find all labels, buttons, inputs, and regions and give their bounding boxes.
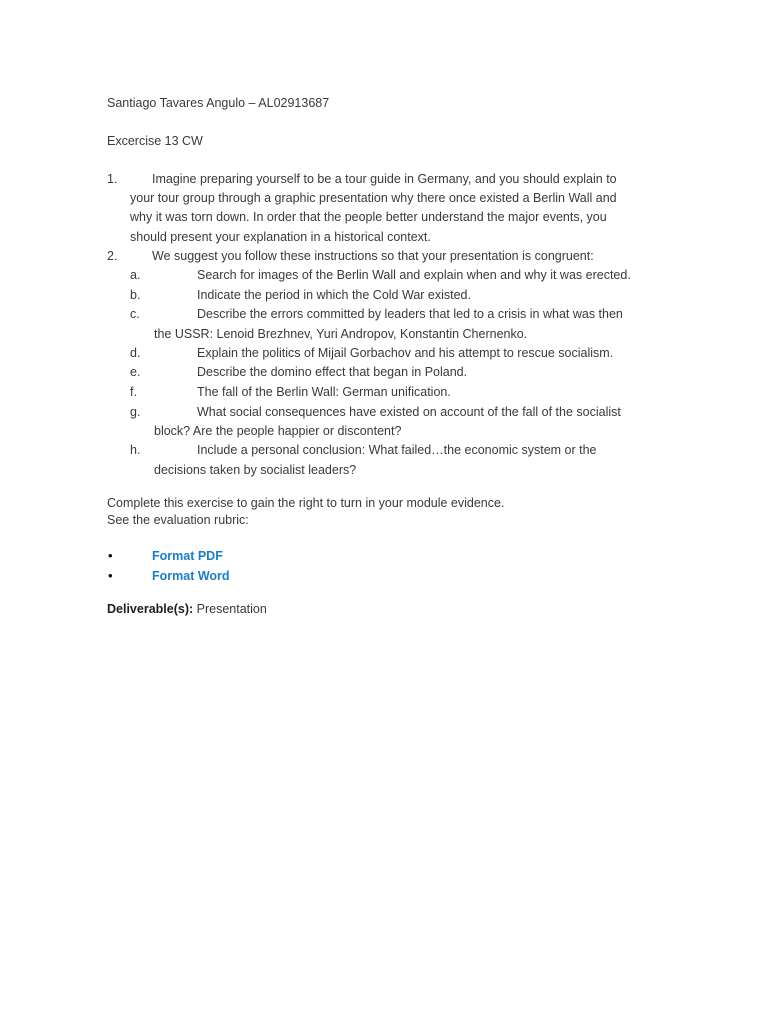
item-1-line-1: Imagine preparing yourself to be a tour guide in Germany, and you should explain to [152,172,617,186]
subitem-e-letter: e. [130,365,141,379]
exercise-title: Excercise 13 CW [107,134,203,148]
rubric-text: See the evaluation rubric: [107,513,249,527]
complete-exercise-text: Complete this exercise to gain the right to turn in your module evidence. [107,496,505,510]
subitem-g-text-1: What social consequences have existed on account of the fall of the socialist [197,405,621,419]
format-word-link[interactable]: Format Word [152,569,230,583]
subitem-h-text-1: Include a personal conclusion: What failed…the economic system or the [197,443,597,457]
item-1-number: 1. [107,172,118,186]
subitem-g-text-2: block? Are the people happier or discontent? [154,424,402,438]
subitem-c-text-2: the USSR: Lenoid Brezhnev, Yuri Andropov, Konstantin Chernenko. [154,327,528,341]
subitem-c-text-1: Describe the errors committed by leaders that led to a crisis in what was then [197,307,623,321]
item-2-number: 2. [107,249,118,263]
deliverables-line [107,601,267,617]
bullet-pdf: • [108,548,113,563]
subitem-g-letter: g. [130,405,141,419]
subitem-b-text: Indicate the period in which the Cold War existed. [197,288,471,302]
subitem-a-letter: a. [130,268,141,282]
subitem-h-letter: h. [130,443,141,457]
deliverables-value: Presentation [196,602,267,616]
item-1-line-2: your tour group through a graphic presentation why there once existed a Berlin Wall and [130,191,617,205]
subitem-a-text: Search for images of the Berlin Wall and explain when and why it was erected. [197,268,631,282]
bullet-word: • [108,568,113,583]
deliverables-label: Deliverable(s): [107,602,194,616]
item-1-line-4: should present your explanation in a historical context. [130,230,431,244]
item-1-line-3: why it was torn down. In order that the people better understand the major events, you [130,210,607,224]
item-2-text: We suggest you follow these instructions so that your presentation is congruent: [152,249,594,263]
subitem-d-text: Explain the politics of Mijail Gorbachov and his attempt to rescue socialism. [197,346,614,360]
subitem-f-text: The fall of the Berlin Wall: German unification. [197,385,451,399]
subitem-f-letter: f. [130,385,137,399]
subitem-b-letter: b. [130,288,141,302]
subitem-c-letter: c. [130,307,140,321]
subitem-e-text: Describe the domino effect that began in Poland. [197,365,468,379]
subitem-d-letter: d. [130,346,141,360]
subitem-h-text-2: decisions taken by socialist leaders? [154,463,357,477]
format-pdf-link[interactable]: Format PDF [152,549,223,563]
author-line: Santiago Tavares Angulo – AL02913687 [107,96,330,110]
